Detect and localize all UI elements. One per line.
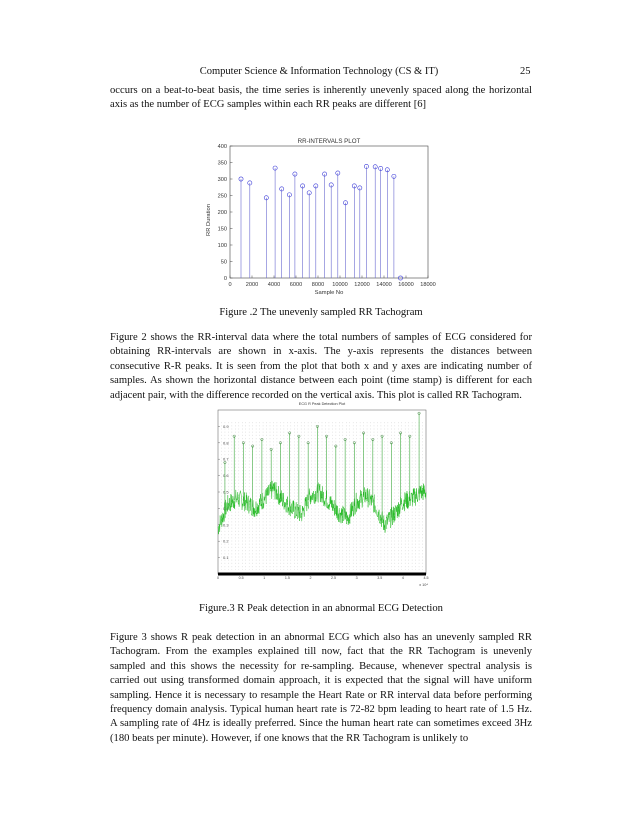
y-tick-label: 0.9 — [223, 423, 229, 429]
x-tick-label: 2 — [309, 576, 312, 580]
y-axis-label: RR Duration — [206, 204, 212, 236]
x-tick-label: 12000 — [354, 282, 370, 288]
chart-title: RR-INTERVALS PLOT — [297, 138, 361, 145]
x-axis-label: Sample No — [314, 290, 344, 296]
rr-tachogram-figure — [188, 132, 448, 298]
x-tick-label: 18000 — [420, 282, 436, 288]
x-multiplier: x 10⁴ — [419, 583, 428, 587]
x-tick-label: 14000 — [376, 282, 392, 288]
x-tick-label: 4000 — [267, 282, 281, 288]
x-tick-label: 16000 — [398, 282, 414, 288]
y-tick-label: 0.6 — [223, 473, 229, 479]
figure-2-caption: Figure .2 The unevenly sampled RR Tachogram — [219, 307, 423, 318]
y-tick-label: 0.8 — [223, 440, 229, 446]
y-tick-label: 350 — [217, 160, 227, 167]
x-tick-label: 3 — [355, 576, 358, 580]
x-tick-label: 3.5 — [377, 576, 383, 580]
plot-area — [230, 146, 428, 278]
figure-3-caption: Figure.3 R Peak detection in an abnormal ECG Detection — [199, 603, 443, 614]
y-tick-label: 150 — [217, 226, 227, 233]
x-tick-label: 10000 — [332, 282, 348, 288]
x-axis-bar — [218, 573, 426, 576]
page-number: 25 — [520, 66, 531, 77]
y-tick-label: 0.7 — [223, 456, 229, 462]
y-tick-label: 400 — [217, 144, 227, 150]
x-tick-label: 0 — [228, 282, 232, 288]
y-tick-label: 100 — [217, 243, 227, 249]
x-tick-label: 0.5 — [238, 576, 244, 580]
x-tick-label: 0 — [217, 576, 219, 580]
journal-title: Computer Science & Information Technology (CS & IT) — [199, 66, 439, 77]
y-tick-label: 0.2 — [223, 538, 229, 544]
paragraph-figure-3: Figure 3 shows R peak detection in an abnormal ECG which also has an unevenly sampled RR Tachogram. From the examples explained till now, fact that the RR Tachogram is unevenly sampled and this shows the necessity for re-sampling. Because, whenever spectral analysis is carried out using transformed domain approach, it is expected that the signal will have uniform sampling. Hence it is necessary to resample the Heart Rate or RR interval data before performing frequency domain analysis. Typical human heart rate is 72-82 bpm leading to heart rate of 1.5 Hz. A sampling rate of 4Hz is ideally preferred. Since the human heart rate can sometimes exceed 3Hz (180 beats per minute). However, if one knows that the RR Tachogram is unlikely to — [110, 632, 532, 744]
paragraph-figure-2: Figure 2 shows the RR-interval data where the total numbers of samples of ECG considered for obtaining RR-intervals are shown in x-axis. The y-axis represents the distances between consecutive R-R peaks. It is seen from the plot that both x and y axes are indicating number of samples. As shown the horizontal distance between each point (time stamp) is different for each adjacent pair, with the difference recorded on the vertical axis. This plot is called RR Tachogram. — [110, 332, 532, 401]
y-tick-label: 0 — [223, 276, 227, 282]
x-tick-label: 4 — [401, 576, 404, 580]
y-tick-label: 0.4 — [223, 505, 229, 511]
x-tick-label: 2000 — [245, 282, 259, 288]
y-tick-label: 200 — [217, 210, 227, 216]
x-tick-label: 2.5 — [331, 576, 337, 580]
x-tick-label: 8000 — [311, 282, 325, 288]
y-tick-label: 0.3 — [223, 522, 229, 528]
y-tick-label: 0.5 — [223, 489, 229, 495]
page-header — [0, 66, 638, 80]
x-tick-label: 6000 — [289, 282, 303, 288]
y-tick-label: 250 — [217, 193, 227, 200]
x-tick-label: 1 — [263, 576, 266, 580]
paragraph-intro: occurs on a beat-to-beat basis, the time series is inherently unevenly spaced along the horizontal axis as the number of ECG samples within each RR peaks are different [6] — [110, 85, 532, 111]
x-tick-label: 4.5 — [423, 576, 429, 580]
chart-title: ECG R Peak Detection Plot — [298, 402, 346, 406]
x-tick-label: 1.5 — [284, 576, 290, 580]
y-tick-label: 0.1 — [223, 555, 229, 561]
y-tick-label: 50 — [220, 259, 227, 266]
y-tick-label: 300 — [217, 177, 227, 183]
ecg-r-peak-figure — [200, 396, 436, 602]
